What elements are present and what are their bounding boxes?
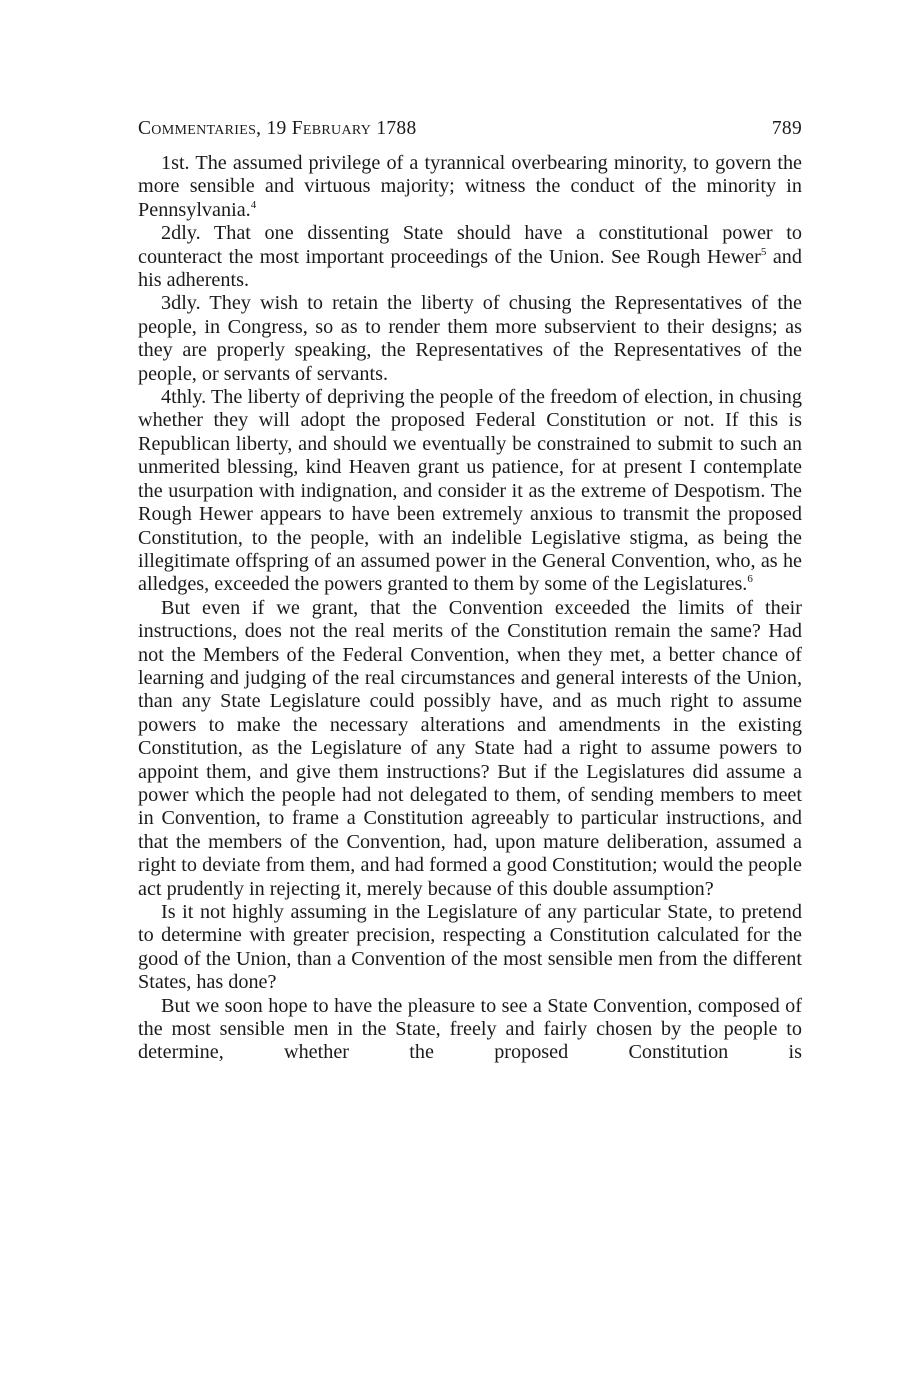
body-text [138, 152, 802, 1065]
paragraph-4thly [138, 386, 802, 597]
running-title: Commentaries, 19 February 1788 [138, 118, 417, 139]
footnote-ref-4: 4 [250, 198, 257, 211]
running-head [138, 118, 802, 140]
document-page [138, 118, 802, 1065]
paragraph-3dly [138, 292, 802, 386]
text-segment: 3dly. They wish to retain the liberty of chusing the Representatives of the people, in Congress, so as to render them more subservient to their designs; as they are properly speaking, the Representatives of the Representatives of the people, or servants of servants. [138, 292, 802, 385]
paragraph-legislature-assuming [138, 901, 802, 995]
text-segment: 1st. The assumed privilege of a tyrannical overbearing minority, to govern the more sensible and virtuous majority; witness the conduct of the minority in Pennsylvania. [138, 152, 802, 221]
footnote-ref-5: 5 [760, 245, 767, 258]
text-segment: 2dly. That one dissenting State should have a constitutional power to counteract the most important proceedings of the Union. See Rough Hewer [138, 222, 802, 268]
paragraph-2dly [138, 222, 802, 292]
text-segment: Is it not highly assuming in the Legislature of any particular State, to pretend to determine with greater precision, respecting a Constitution calculated for the good of the Union, than a Convention of the most sensible men from the different States, has done? [138, 901, 802, 994]
text-segment: But even if we grant, that the Convention exceeded the limits of their instructions, does not the real merits of the Constitution remain the same? Had not the Members of the Federal Convention, when they met, a better chance of learning and judging of the real circumstances and general interests of the Union, than any State Legislature could possibly have, and as much right to assume powers to make the necessary alterations and amendments in the existing Constitution, as the Legislature of any State had a right to assume powers to appoint them, and give them instructions? But if the Legislatures did assume a power which the people had not delegated to them, of sending members to meet in Convention, to frame a Constitution agreeably to particular instructions, and that the members of the Convention, had, upon mature deliberation, assumed a right to deviate from them, and had formed a good Constitution; would the people act prudently in rejecting it, merely because of this double assumption? [138, 596, 802, 900]
text-segment: and his adherents. [138, 245, 802, 292]
footnote-ref-6: 6 [747, 573, 753, 586]
paragraph-state-convention [138, 995, 802, 1065]
text-segment: 4thly. The liberty of depriving the people of the freedom of election, in chusing whether they will adopt the proposed Federal Constitution or not. If this is Republican liberty, and should we eventually be constrained to submit to such an unmerited blessing, kind Heaven grant us patience, for at present I contemplate the usurpation with indignation, and consider it as the extreme of Despotism. The Rough Hewer appears to have been extremely anxious to transmit the proposed Constitution, to the people, with an indelible Legislative stigma, as being the illegitimate offspring of an assumed power in the General Convention, who, as he alledges, exceeded the powers granted to them by some of the Legislatures. [138, 386, 802, 596]
page-number: 789 [771, 118, 802, 139]
paragraph-convention-limits [138, 597, 802, 901]
paragraph-1st [138, 152, 802, 222]
text-segment: But we soon hope to have the pleasure to see a State Convention, composed of the most sensible men in the State, freely and fairly chosen by the people to determine, whether the proposed Constitution is [138, 994, 802, 1064]
